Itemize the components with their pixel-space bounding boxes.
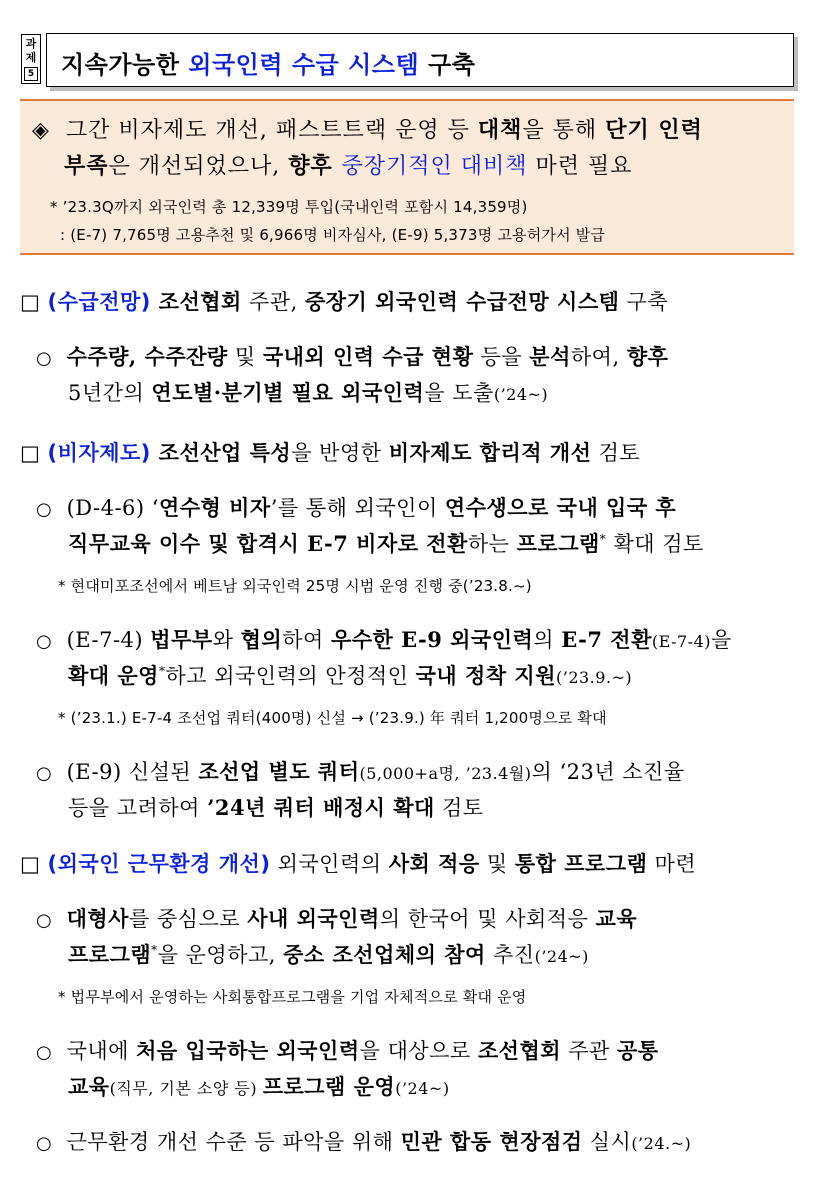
bullet-emphasis: 처음 입국하는 외국인력 [136, 1038, 360, 1063]
title-text-post: 구축 [419, 51, 476, 79]
bullet-text: 을 도출 [424, 381, 494, 405]
bullet-text: 와 [212, 628, 241, 652]
footnote-s2-1: * 현대미포조선에서 베트남 외국인력 25명 시범 운영 진행 중(’23.8.~) [58, 577, 532, 595]
heading-text: 마련 [647, 852, 697, 876]
bullet-emphasis: 공통 [616, 1038, 659, 1063]
bullet-s3-1-line-2 [68, 939, 589, 969]
bullet-emphasis: 프로그램 [68, 942, 152, 967]
bullet-emphasis: 조선업 별도 쿼터 [198, 759, 360, 784]
bullet-emphasis: 교육 [595, 906, 638, 931]
bullet-text: ’를 통해 외국인이 [270, 496, 445, 520]
section-heading-visa [20, 437, 640, 467]
bullet-emphasis: 법무부 [150, 627, 213, 652]
bullet-s3-3-line-1 [36, 1126, 691, 1156]
circle-bullet-icon: ○ [36, 631, 53, 652]
heading-emphasis: 중장기 외국인력 수급전망 시스템 [304, 289, 620, 314]
bullet-text: 하여, [570, 345, 627, 369]
bullet-s2-2-line-1 [36, 624, 732, 654]
bullet-text: 하고 외국인력의 안정적인 [165, 664, 416, 688]
footnote-mark: * [158, 664, 166, 678]
summary-highlight: 중장기적인 대비책 [341, 154, 528, 179]
bullet-text: 을 운영하고, [157, 943, 284, 967]
bullet-note: (5,000+a명, ’23.4월) [359, 764, 532, 783]
circle-bullet-icon: ○ [36, 1042, 53, 1063]
checkbox-square-icon: □ [20, 852, 41, 876]
heading-text: 구축 [619, 290, 669, 314]
circle-bullet-icon: ○ [36, 910, 53, 931]
summary-line-1 [32, 113, 703, 144]
bullet-text: 주관 [561, 1039, 617, 1063]
bullet-note: (E-7-4) [651, 632, 712, 651]
heading-emphasis: 통합 프로그램 [514, 851, 648, 876]
summary-text: 을 통해 [522, 118, 606, 143]
bullet-text: 의 [533, 628, 562, 652]
bullet-emphasis: 프로그램 운영 [262, 1074, 396, 1099]
checkbox-square-icon: □ [20, 290, 41, 314]
summary-box [20, 99, 794, 255]
bullet-emphasis: 향후 [626, 344, 669, 369]
bullet-s3-2-line-1 [36, 1035, 659, 1065]
bullet-text: 의 한국어 및 사회적응 [379, 907, 596, 931]
circle-bullet-icon: ○ [36, 499, 53, 520]
bullet-s2-3-line-1 [36, 756, 685, 786]
summary-note-2: : (E-7) 7,765명 고용추천 및 6,966명 비자심사, (E-9) 5,373명 고용허가서 발급 [60, 226, 606, 244]
bullet-s3-1-line-1 [36, 903, 637, 933]
bullet-text: 확대 검토 [606, 532, 704, 556]
bullet-text: (E-7-4) [66, 628, 151, 652]
bullet-text: 등을 [473, 345, 530, 369]
bullet-emphasis: 연수생으로 국내 입국 후 [444, 495, 677, 520]
section-tag: (비자제도) [47, 441, 151, 465]
circle-bullet-icon: ○ [36, 763, 53, 784]
title-text-pre: 지속가능한 [61, 51, 189, 79]
bullet-emphasis: 분석 [529, 344, 571, 369]
heading-emphasis: 사회 적응 [388, 851, 480, 876]
heading-emphasis: 조선협회 [150, 289, 242, 314]
heading-text: 을 반영한 [291, 441, 389, 465]
bullet-emphasis: 국내 정착 지원 [415, 663, 556, 688]
bullet-date: (’24.~) [631, 1134, 692, 1153]
bullet-emphasis: 직무교육 이수 및 합격시 E-7 비자로 전환 [68, 531, 468, 556]
bullet-emphasis: 국내외 인력 수급 현황 [262, 344, 474, 369]
bullet-text: 를 중심으로 [128, 907, 248, 931]
bullet-emphasis: 수주량, 수주잔량 [66, 344, 228, 369]
bullet-date: (’24~) [395, 1079, 450, 1098]
bullet-text: 국내에 [66, 1039, 137, 1063]
bullet-emphasis: E-7 전환 [561, 627, 652, 652]
bullet-text: 을 대상으로 [359, 1039, 478, 1063]
task-badge [21, 34, 41, 84]
heading-text: 주관, [241, 290, 305, 314]
section-heading-work-environment [20, 848, 696, 878]
bullet-emphasis: 교육 [68, 1074, 110, 1099]
bullet-text: 근무환경 개선 수준 등 파악을 위해 [66, 1130, 401, 1154]
summary-emphasis: 대책 [477, 117, 523, 143]
bullet-emphasis: 중소 조선업체의 참여 [283, 942, 486, 967]
title-box [46, 33, 794, 87]
bullet-text: 의 ‘23년 소진율 [531, 760, 685, 784]
summary-note-1: * ’23.3Q까지 외국인력 총 12,339명 투입(국내인력 포함시 14,359명) [50, 198, 528, 216]
checkbox-square-icon: □ [20, 441, 41, 465]
bullet-text: 및 [227, 345, 263, 369]
diamond-icon: ◈ [32, 118, 50, 143]
bullet-text: (D-4-6) ‘ [66, 496, 159, 520]
circle-bullet-icon: ○ [36, 348, 53, 369]
bullet-s2-3-line-2 [68, 792, 484, 822]
task-badge-label: 과제 [25, 37, 37, 64]
section-tag: (외국인 근무환경 개선) [47, 852, 271, 876]
heading-text: 외국인력의 [270, 852, 389, 876]
bullet-emphasis: 우수한 E-9 외국인력 [330, 627, 534, 652]
bullet-emphasis: 협의 [240, 627, 283, 652]
footnote-s2-2: * (’23.1.) E-7-4 조선업 쿼터(400명) 신설 → (’23.9.) 年 쿼터 1,200명으로 확대 [58, 709, 607, 727]
bullet-text: 5년간 [68, 381, 124, 405]
bullet-text: 의 [123, 381, 152, 405]
summary-line-2 [64, 149, 632, 180]
section-heading-supply-forecast [20, 286, 668, 316]
heading-text: 및 [479, 852, 515, 876]
bullet-emphasis: 사내 외국인력 [247, 906, 380, 931]
summary-text: 그간 비자제도 개선, 패스트트랙 운영 등 [65, 118, 478, 143]
title-text-highlight: 외국인력 수급 시스템 [188, 51, 420, 79]
heading-text: 검토 [591, 441, 641, 465]
bullet-text: 등을 고려하여 [68, 796, 208, 820]
bullet-emphasis: 대형사 [66, 906, 129, 931]
bullet-note: (직무, 기본 소양 등) [109, 1079, 263, 1098]
summary-emphasis: 부족 [64, 153, 109, 179]
summary-emphasis: 향후 [288, 153, 342, 179]
bullet-text: (E-9) 신설된 [66, 760, 199, 784]
page-title [61, 45, 475, 80]
bullet-date: (’24~) [493, 385, 549, 404]
footnote-mark: * [599, 532, 607, 546]
summary-text: 마련 필요 [527, 154, 633, 179]
summary-text: 은 개선되었으나, [108, 154, 289, 179]
bullet-date: (’24~) [534, 947, 589, 966]
summary-emphasis: 단기 인력 [605, 117, 703, 143]
section-tag: (수급전망) [47, 290, 151, 314]
bullet-emphasis: 조선협회 [477, 1038, 562, 1063]
bullet-s3-2-line-2 [68, 1071, 450, 1101]
bullet-s2-1-line-1 [36, 492, 676, 522]
footnote-s3-1: * 법무부에서 운영하는 사회통합프로그램을 기업 자체적으로 확대 운영 [58, 988, 527, 1006]
task-badge-number: 5 [24, 67, 38, 81]
bullet-emphasis: ’24년 쿼터 배정시 확대 [207, 795, 435, 820]
bullet-text: 검토 [434, 796, 484, 820]
bullet-emphasis: 연수형 비자 [158, 495, 271, 520]
bullet-s2-2-line-2 [68, 660, 632, 690]
bullet-text: 하는 [467, 532, 517, 556]
bullet-text: 실시 [582, 1130, 632, 1154]
bullet-emphasis: 연도별·분기별 필요 외국인력 [151, 380, 425, 405]
bullet-text: 추진 [485, 943, 535, 967]
circle-bullet-icon: ○ [36, 1133, 53, 1154]
bullet-text: 하여 [282, 628, 331, 652]
heading-emphasis: 비자제도 합리적 개선 [388, 440, 592, 465]
bullet-text: 을 [711, 628, 732, 652]
bullet-emphasis: 민관 합동 현장점검 [400, 1129, 583, 1154]
bullet-date: (’23.9.~) [555, 668, 633, 687]
bullet-s1-1-line-1 [36, 341, 668, 371]
footnote-mark: * [151, 943, 158, 957]
bullet-s1-1-line-2 [68, 377, 548, 407]
heading-emphasis: 조선산업 특성 [150, 440, 292, 465]
bullet-s2-1-line-2 [68, 528, 704, 558]
bullet-emphasis: 프로그램 [516, 531, 600, 556]
bullet-emphasis: 확대 운영 [68, 663, 159, 688]
